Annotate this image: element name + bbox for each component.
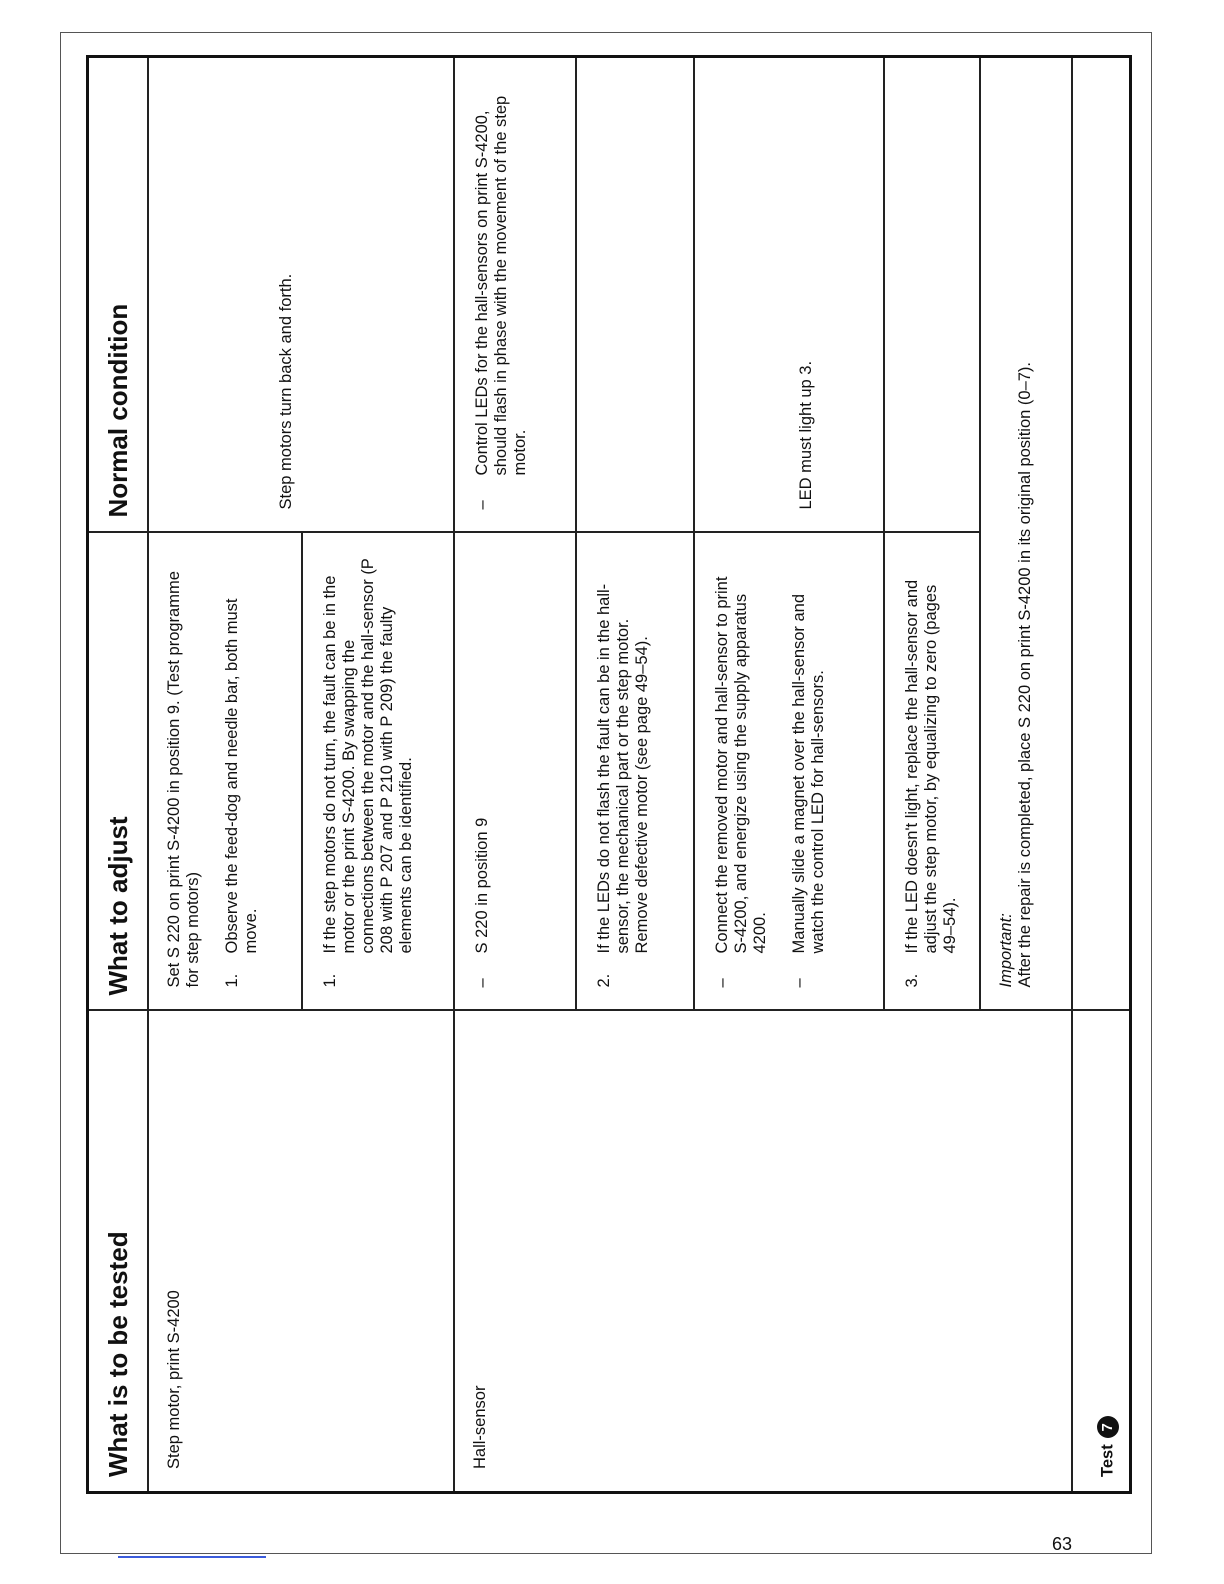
normal-cell-empty [884, 57, 980, 533]
normal-cell [454, 57, 576, 533]
adjust-cell [576, 533, 694, 1011]
adjust-cell [454, 533, 576, 1011]
tested-step-motor: Step motor, print S-4200 [165, 1290, 183, 1469]
tested-cell-empty [980, 1011, 1072, 1493]
normal-cell-empty [302, 57, 454, 533]
table-row [302, 57, 454, 1493]
list-item: 2. If the LEDs do not flash the fault can be in the hall-sensor, the mechanical part or the step motor. Remove defective motor (see page 49–54). [595, 583, 651, 988]
test-label: Test [1097, 1444, 1116, 1477]
test-number-badge: 7 [1097, 1416, 1119, 1438]
footer-row [1072, 57, 1130, 1493]
normal-step-motor: Step motors turn back and forth. [277, 273, 295, 510]
normal-cell-empty [576, 57, 694, 533]
important-label: Important: [997, 913, 1015, 988]
adjust-cell [148, 533, 302, 1011]
tested-cell-empty [884, 1011, 980, 1493]
tested-cell [454, 1011, 576, 1493]
normal-led: LED must light up 3. [796, 360, 815, 510]
list-item: 1. If the step motors do not turn, the fault can be in the motor or the print S-4200. By swapping the connections between the motor and the hall-sensor (P 208 with P 207 and P 210 with P 209) the faulty elements can be identified. [321, 558, 415, 988]
normal-cell [694, 57, 884, 533]
rotated-page-content [86, 58, 1126, 1494]
test-table [86, 55, 1132, 1494]
table-row [884, 57, 980, 1493]
list-item: – S 220 in position 9 [473, 817, 491, 988]
list-item: – Connect the removed motor and hall-sensor to print S-4200, and energize using the supply apparatus 4200. [713, 576, 769, 988]
tested-cell-empty [576, 1011, 694, 1493]
list-item: – Manually slide a magnet over the hall-sensor and watch the control LED for hall-sensors. [790, 593, 827, 988]
adjust-intro: Set S 220 on print S-4200 in position 9. (Test programme for step motors) [165, 571, 202, 988]
table-row [454, 57, 576, 1493]
link-underline [118, 1556, 266, 1558]
page-number: 63 [1052, 1534, 1073, 1554]
list-item: – Control LEDs for the hall-sensors on print S-4200, should flash in phase with the movement of the step motor. [473, 95, 529, 510]
header-row [88, 57, 149, 1493]
table-row [576, 57, 694, 1493]
table-row [148, 57, 302, 1493]
test-title [1072, 1011, 1130, 1493]
header-what-is-tested: What is to be tested [88, 1011, 149, 1493]
header-what-to-adjust: What to adjust [88, 533, 149, 1011]
list-item: 3. If the LED doesn't light, replace the hall-sensor and adjust the step motor, by equalizing to zero (pages 49–54). [903, 579, 959, 988]
tested-cell [148, 1011, 302, 1493]
important-cell [980, 57, 1072, 1011]
tested-cell-empty [694, 1011, 884, 1493]
tested-cell-empty [302, 1011, 454, 1493]
tested-hall-sensor: Hall-sensor [471, 1385, 489, 1469]
adjust-cell [694, 533, 884, 1011]
header-normal-condition: Normal condition [88, 57, 149, 533]
list-item: 1. Observe the feed-dog and needle bar, both must move. [223, 598, 260, 988]
table-row [980, 57, 1072, 1493]
table-row [694, 57, 884, 1493]
adjust-cell [302, 533, 454, 1011]
important-text: After the repair is completed, place S 220 on print S-4200 in its original position (0–7). [1016, 361, 1034, 988]
normal-cell [148, 57, 302, 533]
adjust-cell [884, 533, 980, 1011]
footer-empty [1072, 57, 1130, 1011]
